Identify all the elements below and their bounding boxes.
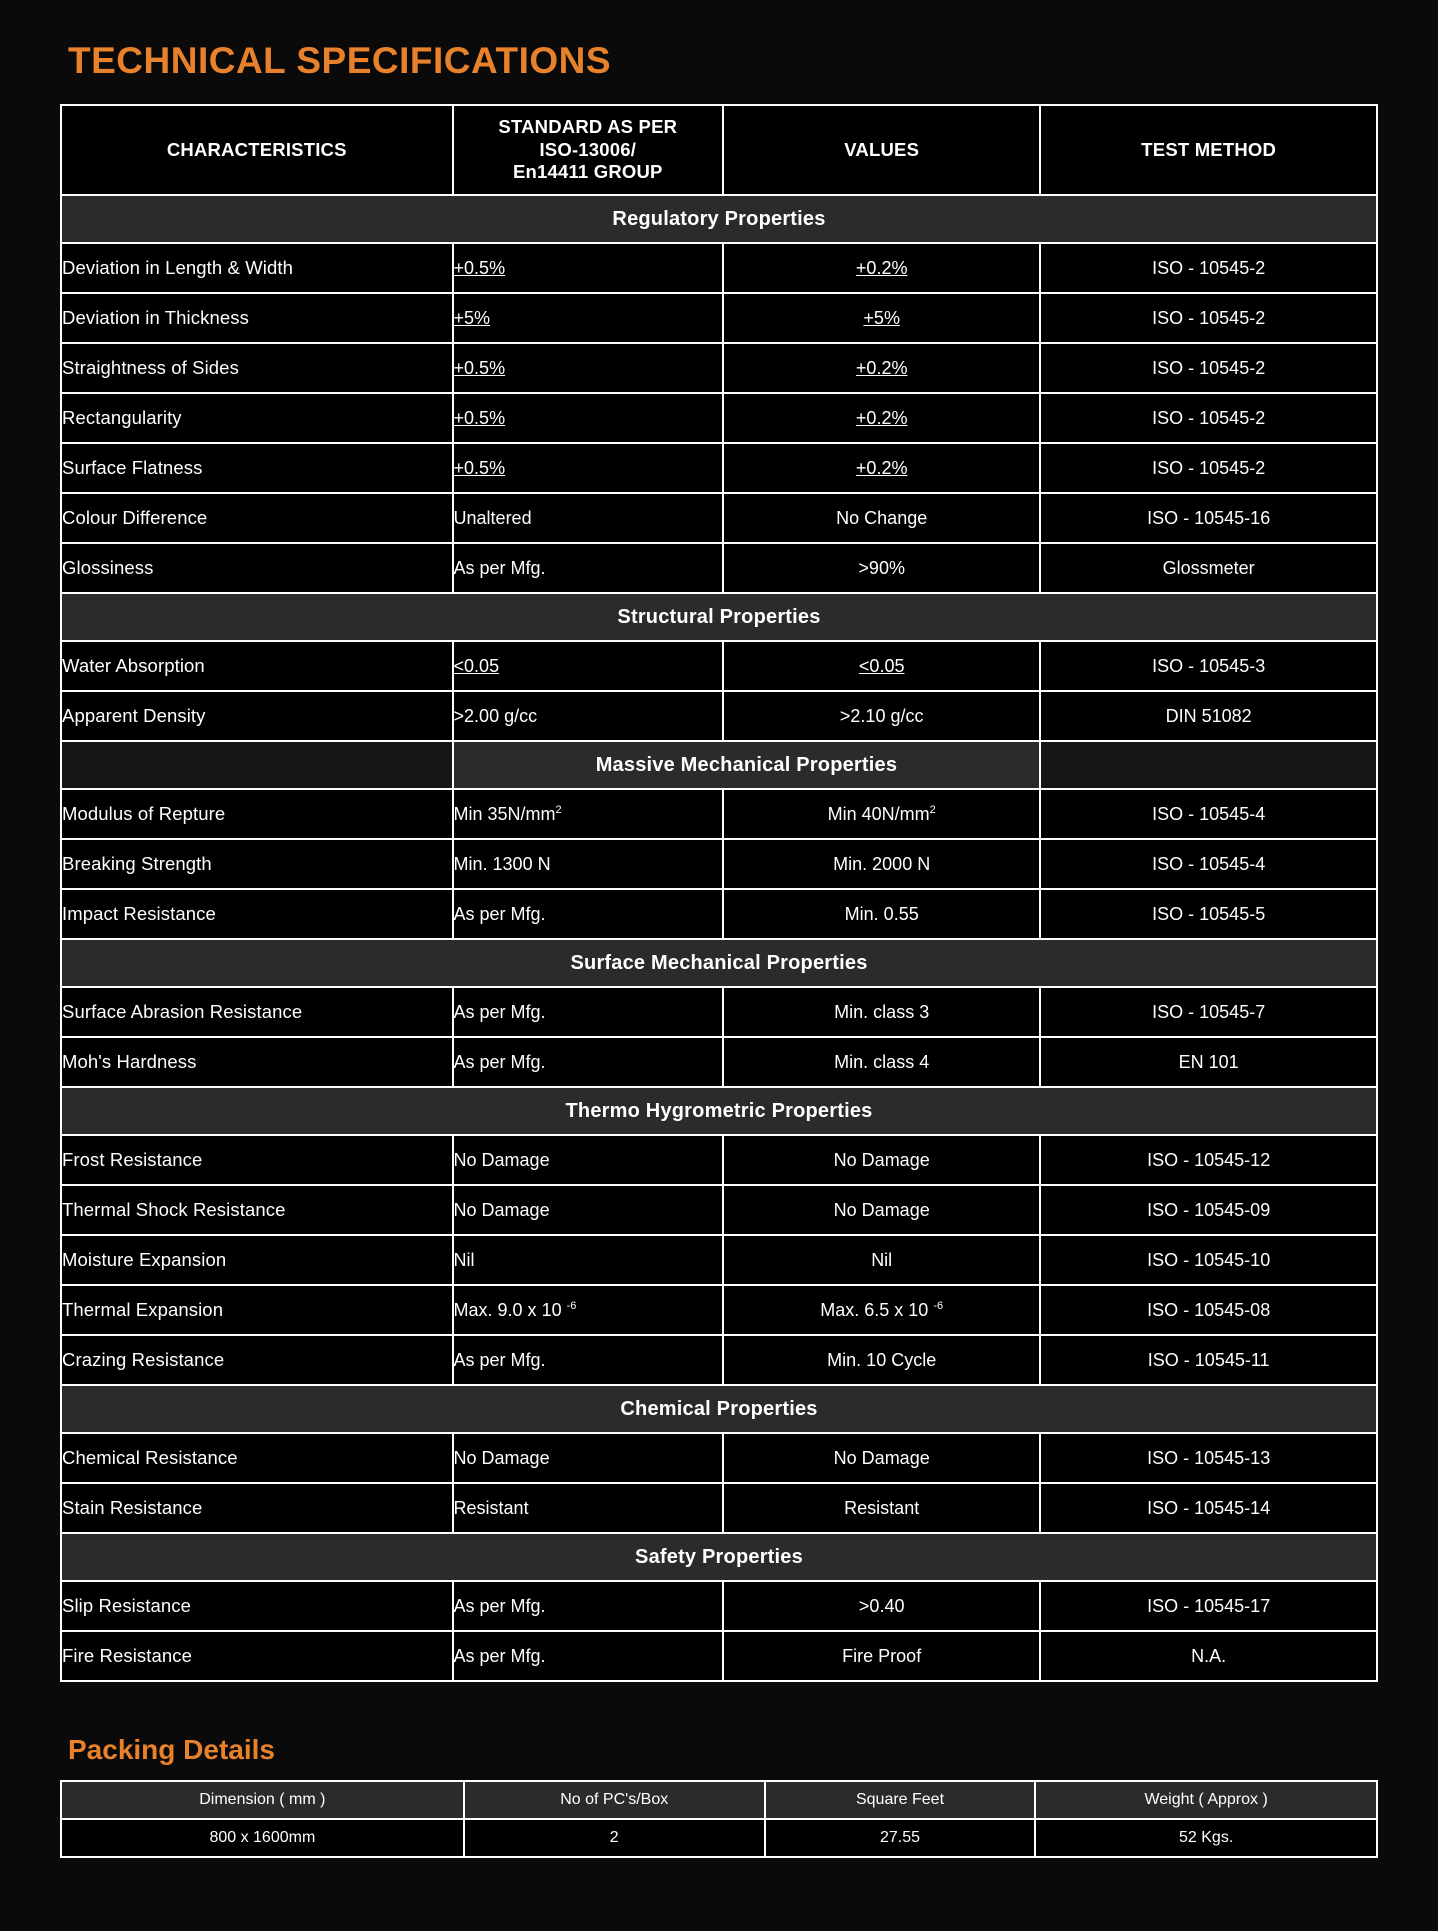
row-test-method: ISO - 10545-16 <box>1040 493 1377 543</box>
group-header-row <box>61 1533 1377 1581</box>
row-test-method: ISO - 10545-2 <box>1040 243 1377 293</box>
row-characteristic: Thermal Shock Resistance <box>61 1185 453 1235</box>
row-characteristic: Thermal Expansion <box>61 1285 453 1335</box>
table-row <box>61 1631 1377 1681</box>
packing-data-row <box>61 1819 1377 1857</box>
row-standard: As per Mfg. <box>453 1335 724 1385</box>
table-row <box>61 789 1377 839</box>
row-value: Nil <box>723 1235 1040 1285</box>
row-standard: +0.5% <box>453 443 724 493</box>
row-standard: As per Mfg. <box>453 889 724 939</box>
group-spacer-left <box>61 741 453 789</box>
row-characteristic: Apparent Density <box>61 691 453 741</box>
row-standard: Min. 1300 N <box>453 839 724 889</box>
row-test-method: ISO - 10545-14 <box>1040 1483 1377 1533</box>
table-row <box>61 889 1377 939</box>
row-characteristic: Chemical Resistance <box>61 1433 453 1483</box>
row-test-method: ISO - 10545-4 <box>1040 839 1377 889</box>
row-standard: As per Mfg. <box>453 543 724 593</box>
row-test-method: ISO - 10545-2 <box>1040 443 1377 493</box>
table-row <box>61 1037 1377 1087</box>
packing-cell-pcs-per-box: 2 <box>464 1819 765 1857</box>
packing-column-header-pcs-per-box: No of PC's/Box <box>464 1781 765 1819</box>
row-characteristic: Glossiness <box>61 543 453 593</box>
column-header-standard-line1: STANDARD AS PER <box>498 116 678 138</box>
row-standard: +0.5% <box>453 343 724 393</box>
packing-column-header-dimension: Dimension ( mm ) <box>61 1781 464 1819</box>
row-characteristic: Fire Resistance <box>61 1631 453 1681</box>
row-test-method: ISO - 10545-10 <box>1040 1235 1377 1285</box>
group-title: Surface Mechanical Properties <box>61 939 1377 987</box>
row-standard: Min $35N/mm^2$ <box>453 789 724 839</box>
row-standard: <0.05 <box>453 641 724 691</box>
row-value: >90% <box>723 543 1040 593</box>
row-value: +5% <box>723 293 1040 343</box>
row-value: +0.2% <box>723 393 1040 443</box>
row-standard: +0.5% <box>453 243 724 293</box>
row-characteristic: Deviation in Thickness <box>61 293 453 343</box>
table-row <box>61 1185 1377 1235</box>
row-characteristic: Frost Resistance <box>61 1135 453 1185</box>
row-characteristic: Water Absorption <box>61 641 453 691</box>
row-value: Min. 10 Cycle <box>723 1335 1040 1385</box>
group-title: Safety Properties <box>61 1533 1377 1581</box>
group-title: Regulatory Properties <box>61 195 1377 243</box>
row-value: <0.05 <box>723 641 1040 691</box>
row-characteristic: Breaking Strength <box>61 839 453 889</box>
table-row <box>61 443 1377 493</box>
row-standard: As per Mfg. <box>453 1631 724 1681</box>
row-characteristic: Surface Abrasion Resistance <box>61 987 453 1037</box>
row-standard: No Damage <box>453 1433 724 1483</box>
row-characteristic: Impact Resistance <box>61 889 453 939</box>
row-characteristic: Colour Difference <box>61 493 453 543</box>
group-title: Thermo Hygrometric Properties <box>61 1087 1377 1135</box>
row-test-method: N.A. <box>1040 1631 1377 1681</box>
table-row <box>61 839 1377 889</box>
row-value: No Damage <box>723 1185 1040 1235</box>
packing-details-title: Packing Details <box>68 1734 275 1765</box>
row-value: Resistant <box>723 1483 1040 1533</box>
row-value: Max. 6.5 x 10 $^{-6}$ <box>723 1285 1040 1335</box>
column-header-standard-line3: En14411 GROUP <box>512 161 663 183</box>
row-standard: Resistant <box>453 1483 724 1533</box>
row-test-method: ISO - 10545-11 <box>1040 1335 1377 1385</box>
row-value: Min. 2000 N <box>723 839 1040 889</box>
row-characteristic: Moisture Expansion <box>61 1235 453 1285</box>
table-row <box>61 1433 1377 1483</box>
group-title: Structural Properties <box>61 593 1377 641</box>
packing-cell-square-feet: 27.55 <box>765 1819 1036 1857</box>
group-header-row <box>61 1087 1377 1135</box>
row-test-method: DIN 51082 <box>1040 691 1377 741</box>
row-characteristic: Slip Resistance <box>61 1581 453 1631</box>
table-row <box>61 293 1377 343</box>
column-header-test-method: TEST METHOD <box>1040 105 1377 195</box>
group-header-row <box>61 1385 1377 1433</box>
table-row <box>61 1285 1377 1335</box>
row-characteristic: Straightness of Sides <box>61 343 453 393</box>
row-standard: Unaltered <box>453 493 724 543</box>
column-header-standard-line2: ISO-13006/ <box>539 138 637 160</box>
packing-column-header-square-feet: Square Feet <box>765 1781 1036 1819</box>
row-test-method: Glossmeter <box>1040 543 1377 593</box>
table-row <box>61 1235 1377 1285</box>
row-standard: >2.00 g/cc <box>453 691 724 741</box>
table-row <box>61 1335 1377 1385</box>
row-standard: As per Mfg. <box>453 987 724 1037</box>
technical-specifications-table <box>60 104 1378 1682</box>
table-row <box>61 1135 1377 1185</box>
group-title: Massive Mechanical Properties <box>453 741 1041 789</box>
row-value: +0.2% <box>723 243 1040 293</box>
row-standard: +0.5% <box>453 393 724 443</box>
table-row <box>61 243 1377 293</box>
table-row <box>61 1581 1377 1631</box>
row-characteristic: Modulus of Repture <box>61 789 453 839</box>
table-row <box>61 493 1377 543</box>
packing-cell-dimension: 800 x 1600mm <box>61 1819 464 1857</box>
row-characteristic: Surface Flatness <box>61 443 453 493</box>
row-standard: As per Mfg. <box>453 1037 724 1087</box>
row-test-method: ISO - 10545-08 <box>1040 1285 1377 1335</box>
column-header-values: VALUES <box>723 105 1040 195</box>
row-standard: +5% <box>453 293 724 343</box>
group-spacer-right <box>1040 741 1377 789</box>
group-header-row <box>61 195 1377 243</box>
row-test-method: ISO - 10545-7 <box>1040 987 1377 1037</box>
row-value: Min. 0.55 <box>723 889 1040 939</box>
row-value: Min. class 4 <box>723 1037 1040 1087</box>
row-test-method: ISO - 10545-2 <box>1040 343 1377 393</box>
table-row <box>61 543 1377 593</box>
group-header-row <box>61 939 1377 987</box>
row-characteristic: Crazing Resistance <box>61 1335 453 1385</box>
table-row <box>61 1483 1377 1533</box>
packing-cell-weight: 52 Kgs. <box>1035 1819 1377 1857</box>
group-header-row <box>61 741 1377 789</box>
row-standard: No Damage <box>453 1185 724 1235</box>
row-value: +0.2% <box>723 343 1040 393</box>
row-test-method: EN 101 <box>1040 1037 1377 1087</box>
table-body <box>61 195 1377 1681</box>
row-test-method: ISO - 10545-09 <box>1040 1185 1377 1235</box>
row-test-method: ISO - 10545-17 <box>1040 1581 1377 1631</box>
packing-details-table <box>60 1780 1378 1858</box>
table-header <box>61 105 1377 195</box>
table-row <box>61 343 1377 393</box>
row-test-method: ISO - 10545-5 <box>1040 889 1377 939</box>
row-characteristic: Stain Resistance <box>61 1483 453 1533</box>
row-characteristic: Deviation in Length & Width <box>61 243 453 293</box>
row-standard: No Damage <box>453 1135 724 1185</box>
row-test-method: ISO - 10545-4 <box>1040 789 1377 839</box>
packing-header-row <box>61 1781 1377 1819</box>
row-standard: Max. 9.0 x 10 $^{-6}$ <box>453 1285 724 1335</box>
group-title: Chemical Properties <box>61 1385 1377 1433</box>
row-value: No Damage <box>723 1433 1040 1483</box>
row-test-method: ISO - 10545-3 <box>1040 641 1377 691</box>
column-header-characteristics: CHARACTERISTICS <box>61 105 453 195</box>
row-test-method: ISO - 10545-12 <box>1040 1135 1377 1185</box>
row-value: >2.10 g/cc <box>723 691 1040 741</box>
row-characteristic: Moh's Hardness <box>61 1037 453 1087</box>
column-header-standard <box>453 105 724 195</box>
group-header-row <box>61 593 1377 641</box>
row-value: Min. class 3 <box>723 987 1040 1037</box>
table-row <box>61 691 1377 741</box>
row-standard: As per Mfg. <box>453 1581 724 1631</box>
table-row <box>61 641 1377 691</box>
row-value: Min $40N/mm^2$ <box>723 789 1040 839</box>
table-row <box>61 393 1377 443</box>
row-characteristic: Rectangularity <box>61 393 453 443</box>
page-title: TECHNICAL SPECIFICATIONS <box>68 40 612 81</box>
row-value: >0.40 <box>723 1581 1040 1631</box>
row-value: +0.2% <box>723 443 1040 493</box>
row-standard: Nil <box>453 1235 724 1285</box>
row-test-method: ISO - 10545-13 <box>1040 1433 1377 1483</box>
row-value: Fire Proof <box>723 1631 1040 1681</box>
table-row <box>61 987 1377 1037</box>
packing-column-header-weight: Weight ( Approx ) <box>1035 1781 1377 1819</box>
row-value: No Damage <box>723 1135 1040 1185</box>
row-test-method: ISO - 10545-2 <box>1040 393 1377 443</box>
row-value: No Change <box>723 493 1040 543</box>
row-test-method: ISO - 10545-2 <box>1040 293 1377 343</box>
